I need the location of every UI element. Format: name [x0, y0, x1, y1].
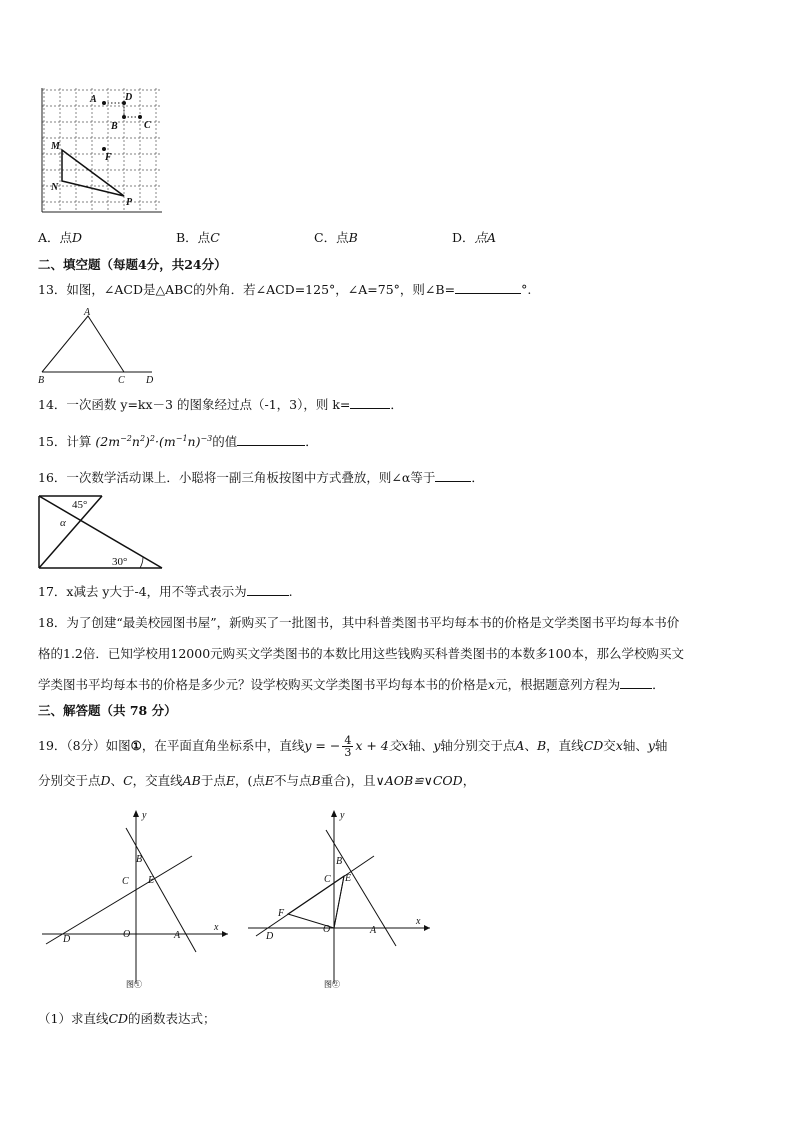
q16-set-squares-figure: [36, 494, 166, 572]
q14-text: 14．一次函数 y=kx－3 的图象经过点（-1，3），则 k=: [38, 397, 351, 412]
option-b-label: B．点: [176, 230, 211, 245]
fig2-label-C: C: [324, 874, 331, 885]
option-a-label: A．点: [38, 230, 73, 245]
q19-pt-B: B: [536, 738, 547, 753]
q12-option-c: [314, 229, 358, 247]
grid-label-P: P: [126, 197, 133, 208]
q16-answer-blank: [435, 469, 471, 482]
question-18-line1: 18．为了创建“最美校园图书屋”，新购买了一批图书，其中科普类图书平均每本书的价格是文学类图书平均每本书价: [38, 615, 680, 630]
q13-text: 13．如图，∠ACD是△ABC的外角．若∠ACD=125°，∠A=75°，则∠B=: [38, 282, 456, 297]
q19-f: 、: [524, 738, 537, 753]
fig2-label-x: x: [416, 916, 421, 927]
q19-n: ，(点: [235, 773, 265, 788]
q15-expr-e: n): [187, 434, 201, 450]
grid-label-B: B: [111, 121, 118, 132]
q19-y1: y: [433, 738, 441, 753]
grid-label-N: N: [51, 182, 59, 193]
q19-figure-1: [38, 806, 238, 992]
q13-label-D: D: [146, 375, 154, 386]
q19-o: 不与点: [274, 773, 312, 788]
q15-expr-b: n: [131, 434, 140, 450]
question-13: [38, 281, 531, 299]
option-c-point: B: [348, 230, 358, 245]
q12-option-b: [176, 229, 220, 247]
q19-y-eq: y = −: [304, 738, 341, 753]
q15-prefix: 15．计算: [38, 434, 92, 450]
grid-label-M: M: [51, 141, 60, 152]
q19-frac-den: 3: [344, 746, 352, 759]
q13-answer-blank: [455, 281, 521, 294]
q19-pt-E2: E: [264, 773, 275, 788]
q19-sub1-cd: CD: [108, 1011, 129, 1026]
q15-tail: ．: [305, 434, 318, 450]
q18-tail: ．: [652, 677, 665, 692]
q19-p: 重合)，且: [320, 773, 376, 788]
q19-pt-B2: B: [311, 773, 321, 788]
q17-tail: .: [288, 584, 293, 599]
q15-expr-d: (m: [159, 434, 176, 450]
q15-suffix: 的值: [212, 434, 238, 450]
q19-AB: AB: [182, 773, 201, 788]
fig1-label-x: x: [214, 922, 219, 933]
q19-line2a: 分别交于点: [38, 773, 101, 788]
question-19-line1: [38, 733, 667, 759]
q16-label-45: 45°: [72, 499, 88, 511]
option-c-label: C．点: [314, 230, 349, 245]
question-14: [38, 396, 403, 414]
question-19-line2: [38, 772, 475, 790]
q15-sup-a: −2: [120, 434, 132, 443]
q15-sup-d: −1: [175, 434, 188, 443]
q12-option-d: [452, 229, 496, 247]
option-d-dian: 点: [474, 230, 488, 245]
q19-b: ，在平面直角坐标系中，直线: [141, 738, 305, 753]
q19-g: ，直线: [546, 738, 584, 753]
q15-expression: [95, 434, 212, 449]
section-3-heading: 三、解答题（共 78 分）: [38, 703, 177, 718]
q19-k: 、: [110, 773, 124, 788]
option-b-point: C: [210, 230, 220, 245]
q19-CD: CD: [583, 738, 604, 753]
q18-line3-text: 学类图书平均每本书的价格是多少元？设学校购买文学类图书平均每本书的价格是: [38, 677, 489, 692]
fig1-label-D: D: [63, 934, 71, 945]
q19-c: x + 4交: [355, 738, 402, 753]
fig2-caption: 图②: [324, 980, 340, 989]
question-19-sub1: [38, 1010, 216, 1028]
fig2-label-y: y: [340, 810, 345, 821]
fig1-caption: 图①: [126, 980, 142, 989]
q19-congruence: ∨AOB≌∨COD: [375, 773, 463, 788]
q19-sub1-a: （1）求直线: [38, 1011, 109, 1026]
q15-answer-blank: [237, 433, 305, 446]
fig1-label-y: y: [142, 810, 147, 821]
q15-sup-b: 2: [139, 434, 146, 443]
q19-j: 轴: [654, 738, 668, 753]
q14-answer-blank: [350, 396, 390, 409]
fig1-label-A: A: [174, 930, 181, 941]
q19-fraction: [342, 735, 353, 758]
fig1-label-O: O: [123, 929, 131, 940]
q16-label-30: 30°: [112, 556, 128, 568]
q19-pt-E: E: [225, 773, 236, 788]
grid-label-F: F: [105, 152, 112, 163]
fig2-label-E: E: [345, 873, 352, 884]
q19-d: 轴、: [408, 738, 434, 753]
q19-sub1-b: 的函数表达式；: [128, 1011, 216, 1026]
grid-figure: [40, 86, 166, 216]
option-a-point: D: [72, 230, 83, 245]
q19-i: 轴、: [622, 738, 648, 753]
q19-h: 交: [603, 738, 616, 753]
q19-fig-ref: ①: [130, 738, 142, 753]
q19-a: 19．（8分）如图: [38, 738, 131, 753]
q18-answer-blank: [620, 676, 652, 689]
grid-label-D: D: [125, 92, 133, 103]
fig1-label-E: E: [148, 875, 155, 886]
q19-pt-C: C: [123, 773, 133, 788]
question-18-line2: 格的1.2倍．已知学校用12000元购买文学类图书的本数比用这些钱购买科普类图书的本数多100本，那么学校购买文: [38, 646, 685, 661]
question-18-line3: [38, 676, 665, 694]
q19-figure-2: [244, 806, 440, 992]
q15-expr-a: (2m: [95, 434, 121, 450]
question-15: [38, 430, 318, 451]
q15-sup-e: −3: [200, 434, 213, 443]
fig2-label-O: O: [323, 924, 331, 935]
fig1-label-C: C: [122, 876, 129, 887]
q19-pt-A: A: [515, 738, 525, 753]
fig2-label-F: F: [278, 908, 285, 919]
q19-pt-D: D: [100, 773, 111, 788]
q13-label-A: A: [84, 307, 91, 318]
fig2-label-D: D: [266, 931, 274, 942]
fig2-label-A: A: [370, 925, 377, 936]
fig1-label-B: B: [136, 854, 143, 865]
q19-m: 于点: [200, 773, 226, 788]
q17-text: 17．x减去 y大于-4，用不等式表示为: [38, 584, 247, 599]
section-2-heading: 二、填空题（每题4分，共24分）: [38, 257, 227, 272]
grid-label-C: C: [144, 120, 151, 131]
q19-y2: y: [647, 738, 655, 753]
q19-q: ，: [462, 773, 476, 788]
q13-tail: °.: [521, 282, 532, 297]
q13-label-B: B: [38, 375, 45, 386]
question-17: [38, 583, 293, 601]
q15-dot: ·: [155, 434, 159, 450]
q13-triangle-figure: [36, 306, 166, 386]
q18-var-x: x: [488, 677, 496, 692]
q12-option-a: [38, 229, 82, 247]
fig2-label-B: B: [336, 856, 343, 867]
q15-expr-c: ): [145, 434, 150, 450]
q19-e: 轴分别交于点: [440, 738, 516, 753]
q16-label-alpha: α: [60, 517, 66, 529]
question-16: [38, 469, 484, 487]
q16-text: 16．一次数学活动课上．小聪将一副三角板按图中方式叠放，则∠α等于: [38, 470, 436, 485]
option-d-point: A: [487, 230, 497, 245]
q17-answer-blank: [247, 583, 289, 596]
q19-x1: x: [401, 738, 409, 753]
q14-tail: ．: [390, 397, 403, 412]
q16-tail: ．: [471, 470, 484, 485]
q18-line3-b: 元，根据题意列方程为: [495, 677, 621, 692]
q13-label-C: C: [118, 375, 125, 386]
q19-frac-num: 4: [344, 734, 352, 747]
q15-sup-c: 2: [149, 434, 156, 443]
grid-label-A: A: [90, 94, 97, 105]
q19-x2: x: [615, 738, 623, 753]
q19-l: ，交直线: [132, 773, 183, 788]
option-d-label: D．: [452, 230, 475, 245]
